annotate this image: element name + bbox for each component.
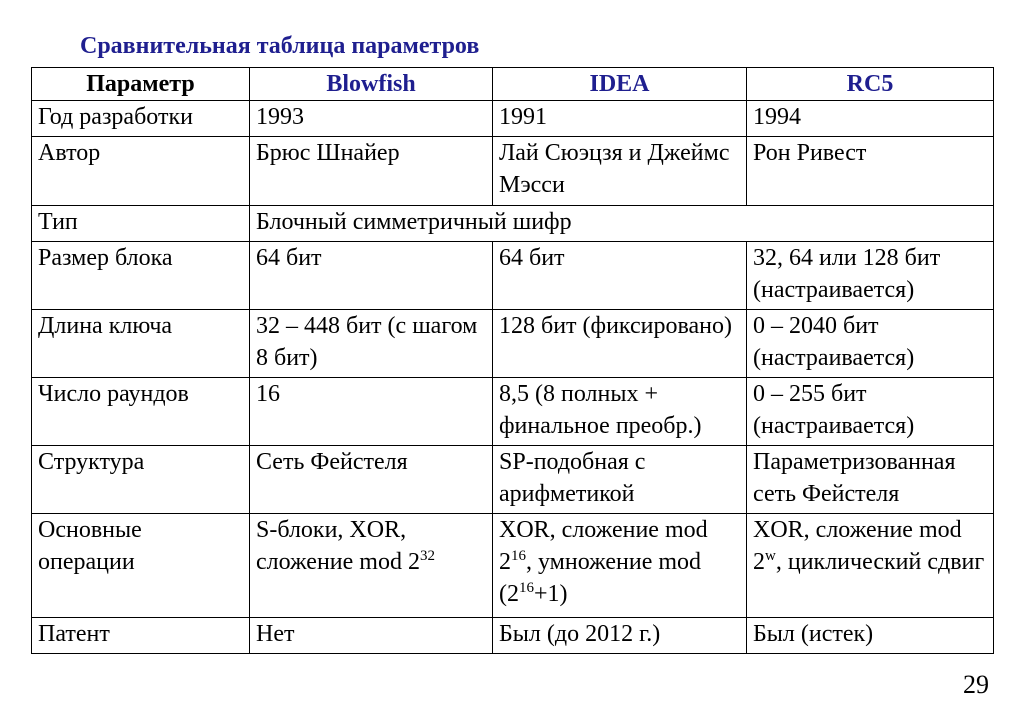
cell-blowfish: Нет [250, 618, 493, 654]
page-number: 29 [963, 670, 989, 699]
cell-blowfish: 1993 [250, 101, 493, 137]
cell-idea [493, 514, 747, 618]
table-row [32, 514, 994, 618]
superscript: w [765, 548, 776, 564]
row-label: Автор [32, 137, 250, 206]
cell-rc5: Параметризованная сеть Фейстеля [747, 446, 994, 514]
row-label: Год разработки [32, 101, 250, 137]
cell-rc5: Был (истек) [747, 618, 994, 654]
cell-text: S-блоки, XOR, сложение mod 2 [256, 517, 420, 575]
row-label: Основные операции [32, 514, 250, 618]
cell-type-spanning: Блочный симметричный шифр [250, 206, 994, 242]
header-blowfish: Blowfish [250, 68, 493, 101]
cell-text: , умножение mod (2 [499, 549, 702, 607]
table-row [32, 101, 994, 137]
header-rc5: RC5 [747, 68, 994, 101]
header-idea: IDEA [493, 68, 747, 101]
row-label: Патент [32, 618, 250, 654]
superscript: 16 [519, 580, 534, 596]
cell-text: , циклический сдвиг [775, 549, 985, 575]
row-label: Размер блока [32, 242, 250, 310]
cell-text: XOR, сложение mod 2 [499, 517, 708, 575]
table-row [32, 242, 994, 310]
row-label: Структура [32, 446, 250, 514]
cell-idea: 128 бит (фиксировано) [493, 310, 747, 378]
row-label: Длина ключа [32, 310, 250, 378]
cell-idea: 64 бит [493, 242, 747, 310]
cell-rc5: 1994 [747, 101, 994, 137]
table-row [32, 137, 994, 206]
cell-rc5: 32, 64 или 128 бит (настраивается) [747, 242, 994, 310]
superscript: 16 [511, 548, 526, 564]
cell-idea: SP-подобная с арифметикой [493, 446, 747, 514]
cell-idea: 1991 [493, 101, 747, 137]
row-label: Тип [32, 206, 250, 242]
cell-blowfish: 16 [250, 378, 493, 446]
header-parameter: Параметр [32, 68, 250, 101]
table-row [32, 310, 994, 378]
cell-idea: Был (до 2012 г.) [493, 618, 747, 654]
cell-text: XOR, сложение mod 2 [753, 517, 962, 575]
cell-blowfish: Сеть Фейстеля [250, 446, 493, 514]
cell-blowfish: 64 бит [250, 242, 493, 310]
table-row [32, 618, 994, 654]
table-row [32, 378, 994, 446]
superscript: 32 [419, 548, 435, 564]
table-row [32, 446, 994, 514]
cell-blowfish: Брюс Шнайер [250, 137, 493, 206]
cell-rc5 [747, 514, 994, 618]
cell-rc5: 0 – 2040 бит (настраивается) [747, 310, 994, 378]
comparison-table [31, 67, 994, 654]
slide-title: Сравнительная таблица параметров [80, 33, 480, 59]
cell-blowfish: 32 – 448 бит (с шагом 8 бит) [250, 310, 493, 378]
cell-idea: 8,5 (8 полных + финальное преобр.) [493, 378, 747, 446]
table-header-row [32, 68, 994, 101]
cell-text: +1) [534, 581, 568, 607]
table-row [32, 206, 994, 242]
cell-rc5: Рон Ривест [747, 137, 994, 206]
cell-rc5: 0 – 255 бит (настраивается) [747, 378, 994, 446]
row-label: Число раундов [32, 378, 250, 446]
cell-idea: Лай Сюэцзя и Джеймс Мэсси [493, 137, 747, 206]
cell-blowfish [250, 514, 493, 618]
